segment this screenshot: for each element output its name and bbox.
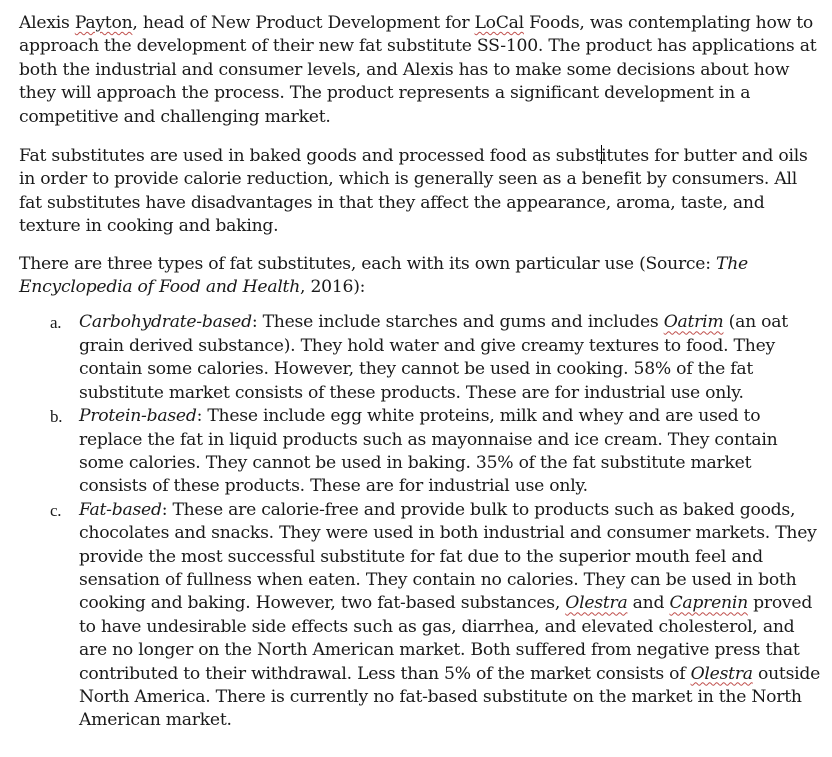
text: : These are calorie-free and provide bulk to products such as baked goods, chocolates and snacks. They were used in both industrial and consumer markets. They provide the most successful substitute for fat due to the superior mouth feel and sensation of fullness when eaten. They contain no calories. They can be used in both cooking and baking. However, two fat-based substances, (79, 499, 817, 614)
list-marker: c. (50, 500, 62, 520)
text: : These include starches and gums and includes (251, 312, 664, 333)
text: proved to have undesirable side effects such as gas, diarrhea, and elevated cholesterol, and are no longer on the North American market. Both suffered from negative press that contributed to their withdrawal. Less than 5% of the market consists of (79, 593, 813, 684)
text: Foods, was contemplating how to approach the development of their new fat substitute SS-100. The product has applications at both the industrial and consumer levels, and Alexis has to make some decisions about how they will approach the process. The product represents a significant development in a competitive and challenging market. (19, 13, 817, 127)
text: , 2016): (300, 277, 366, 298)
text: (an oat grain derived substance). They hold water and give creamy textures to food. They contain some calories. However, they cannot be used in cooking. 58% of the fat substitute market consists of these products. These are for industrial use only. (79, 312, 788, 403)
text: : These include egg white proteins, milk and whey and are used to replace the fat in liquid products such as mayonnaise and ice cream. They contain some calories. They cannot be used in baking. 35% of the fat substitute market consists of these products. These are for industrial use only. (79, 406, 778, 497)
text: and (627, 593, 670, 614)
document-body[interactable] (19, 12, 824, 733)
spelling-flag-oatrim[interactable]: Oatrim (663, 312, 724, 333)
list-item-text (79, 311, 824, 405)
paragraph-intro (19, 12, 824, 129)
text: itutes for butter and oils in order to provide calorie reduction, which is generally seen as a benefit by consumers. All fat substitutes have disadvantages in that they affect the appearance, aroma, taste, and texture in cooking and baking. (19, 146, 808, 237)
spelling-flag-olestra-2[interactable]: Olestra (690, 663, 753, 684)
text: Alexis (19, 13, 70, 33)
text: , head of New Product Development for (132, 13, 475, 33)
list-term: Protein-based (79, 406, 197, 427)
list-marker: a. (50, 313, 62, 333)
source-title: The Encyclopedia of Food and Health (19, 253, 748, 298)
list-item-text (79, 405, 824, 499)
text: Fat substitutes are used in baked goods and processed food as subst (19, 146, 602, 167)
spelling-flag-olestra[interactable]: Olestra (565, 593, 628, 614)
list-marker: b. (50, 407, 63, 427)
spelling-flag-payton[interactable]: Payton (74, 13, 133, 33)
list-term: Carbohydrate-based (79, 312, 252, 333)
spelling-flag-caprenin[interactable]: Caprenin (669, 593, 748, 614)
text: outside North America. There is currently no fat-based substitute on the market in the North American market. (79, 663, 821, 731)
text: There are three types of fat substitutes, each with its own particular use (Source: (19, 253, 716, 274)
list-item-carbohydrate (19, 311, 824, 405)
spelling-flag-local[interactable]: LoCal (474, 13, 524, 33)
paragraph-fat-substitutes (19, 145, 824, 239)
paragraph-types (19, 253, 824, 300)
types-list (19, 311, 824, 732)
list-item-text (79, 499, 824, 733)
list-item-protein (19, 405, 824, 499)
list-term: Fat-based (79, 499, 162, 520)
list-item-fat (19, 499, 824, 733)
